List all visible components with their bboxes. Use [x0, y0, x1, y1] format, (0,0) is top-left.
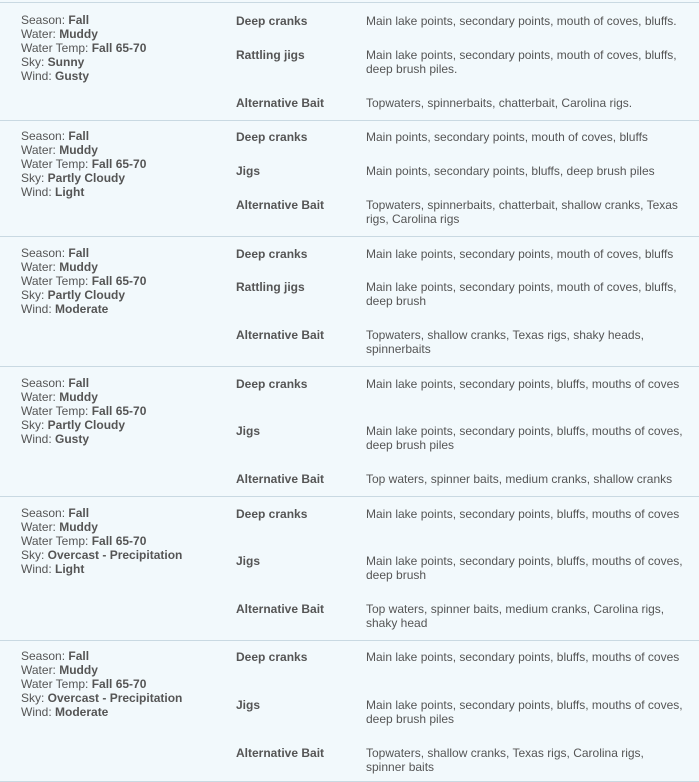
- water-temp-value: Fall 65-70: [91, 534, 147, 548]
- bait-name: Deep cranks: [236, 247, 308, 261]
- bait-locations: Main lake points, secondary points, bluffs, mouths of coves, deep brush: [366, 554, 683, 582]
- bait-name: Alternative Bait: [236, 198, 325, 212]
- bait-name: Rattling jigs: [236, 280, 305, 294]
- sky-value: Overcast - Precipitation: [47, 691, 183, 705]
- condition-group: [0, 640, 699, 781]
- sky-value: Partly Cloudy: [47, 288, 126, 302]
- water-temp-value: Fall 65-70: [91, 157, 147, 171]
- conditions-cell: Season: Fall Water: Muddy Water Temp: Fall 65-70 Sky: Overcast - Precipitation Wind: Light: [21, 506, 183, 576]
- water-value: Muddy: [59, 520, 98, 534]
- conditions-cell: Season: Fall Water: Muddy Water Temp: Fall 65-70 Sky: Sunny Wind: Gusty: [21, 13, 147, 83]
- wind-value: Gusty: [55, 432, 90, 446]
- bait-name: Alternative Bait: [236, 472, 325, 486]
- bait-locations: Main lake points, secondary points, bluffs, mouths of coves: [366, 377, 680, 391]
- water-value: Muddy: [59, 260, 98, 274]
- bait-name: Jigs: [236, 164, 261, 178]
- condition-group: [0, 236, 699, 366]
- conditions-cell: Season: Fall Water: Muddy Water Temp: Fall 65-70 Sky: Partly Cloudy Wind: Moderate: [21, 246, 147, 316]
- water-value: Muddy: [59, 143, 98, 157]
- bait-locations: Main lake points, secondary points, mouth of coves, bluffs.: [366, 14, 677, 28]
- water-value: Muddy: [59, 390, 98, 404]
- bait-locations: Main points, secondary points, bluffs, deep brush piles: [366, 164, 655, 178]
- bait-locations: Top waters, spinner baits, medium cranks, Carolina rigs, shaky head: [366, 602, 665, 630]
- bait-name: Deep cranks: [236, 650, 308, 664]
- bait-locations: Main lake points, secondary points, mouth of coves, bluffs, deep brush piles.: [366, 48, 677, 76]
- bait-name: Deep cranks: [236, 14, 308, 28]
- bait-locations: Main lake points, secondary points, bluffs, mouths of coves, deep brush piles: [366, 698, 683, 726]
- condition-group: [0, 2, 699, 120]
- wind-value: Moderate: [55, 302, 109, 316]
- bait-name: Alternative Bait: [236, 328, 325, 342]
- season-value: Fall: [68, 649, 90, 663]
- bait-locations: Main lake points, secondary points, mouth of coves, bluffs, deep brush: [366, 280, 677, 308]
- sky-value: Partly Cloudy: [47, 418, 126, 432]
- sky-value: Sunny: [47, 55, 85, 69]
- season-value: Fall: [68, 376, 90, 390]
- wind-value: Moderate: [55, 705, 109, 719]
- conditions-cell: Season: Fall Water: Muddy Water Temp: Fall 65-70 Sky: Overcast - Precipitation Wind: Moderate: [21, 649, 183, 719]
- bait-name: Jigs: [236, 554, 261, 568]
- bait-locations: Main points, secondary points, mouth of coves, bluffs: [366, 130, 648, 144]
- bait-name: Deep cranks: [236, 377, 308, 391]
- bait-name: Jigs: [236, 424, 261, 438]
- bait-locations: Topwaters, shallow cranks, Texas rigs, shaky heads, spinnerbaits: [366, 328, 644, 356]
- condition-group: [0, 496, 699, 640]
- condition-group: [0, 120, 699, 236]
- sky-value: Partly Cloudy: [47, 171, 126, 185]
- sky-value: Overcast - Precipitation: [47, 548, 183, 562]
- water-temp-value: Fall 65-70: [91, 404, 147, 418]
- bait-name: Deep cranks: [236, 130, 308, 144]
- bait-name: Alternative Bait: [236, 602, 325, 616]
- season-value: Fall: [68, 246, 90, 260]
- season-value: Fall: [68, 506, 90, 520]
- water-temp-value: Fall 65-70: [91, 274, 147, 288]
- bait-locations: Top waters, spinner baits, medium cranks, shallow cranks: [366, 472, 673, 486]
- water-value: Muddy: [59, 27, 98, 41]
- condition-group: [0, 366, 699, 496]
- conditions-cell: Season: Fall Water: Muddy Water Temp: Fall 65-70 Sky: Partly Cloudy Wind: Light: [21, 129, 147, 199]
- water-temp-value: Fall 65-70: [91, 41, 147, 55]
- bait-locations: Topwaters, spinnerbaits, chatterbait, shallow cranks, Texas rigs, Carolina rigs: [366, 198, 678, 226]
- season-value: Fall: [68, 129, 90, 143]
- bait-name: Rattling jigs: [236, 48, 305, 62]
- bait-name: Alternative Bait: [236, 746, 325, 760]
- bait-locations: Topwaters, spinnerbaits, chatterbait, Carolina rigs.: [366, 96, 633, 110]
- wind-value: Light: [55, 185, 85, 199]
- bait-locations: Main lake points, secondary points, bluffs, mouths of coves: [366, 650, 680, 664]
- bait-locations: Topwaters, shallow cranks, Texas rigs, Carolina rigs, spinner baits: [366, 746, 644, 774]
- bait-name: Deep cranks: [236, 507, 308, 521]
- bait-name: Alternative Bait: [236, 96, 325, 110]
- conditions-cell: Season: Fall Water: Muddy Water Temp: Fall 65-70 Sky: Partly Cloudy Wind: Gusty: [21, 376, 147, 446]
- bait-locations: Main lake points, secondary points, mouth of coves, bluffs: [366, 247, 674, 261]
- bait-locations: Main lake points, secondary points, bluffs, mouths of coves: [366, 507, 680, 521]
- wind-value: Light: [55, 562, 85, 576]
- water-temp-value: Fall 65-70: [91, 677, 147, 691]
- wind-value: Gusty: [55, 69, 90, 83]
- bait-name: Jigs: [236, 698, 261, 712]
- season-value: Fall: [68, 13, 90, 27]
- bait-locations: Main lake points, secondary points, bluffs, mouths of coves, deep brush piles: [366, 424, 683, 452]
- water-value: Muddy: [59, 663, 98, 677]
